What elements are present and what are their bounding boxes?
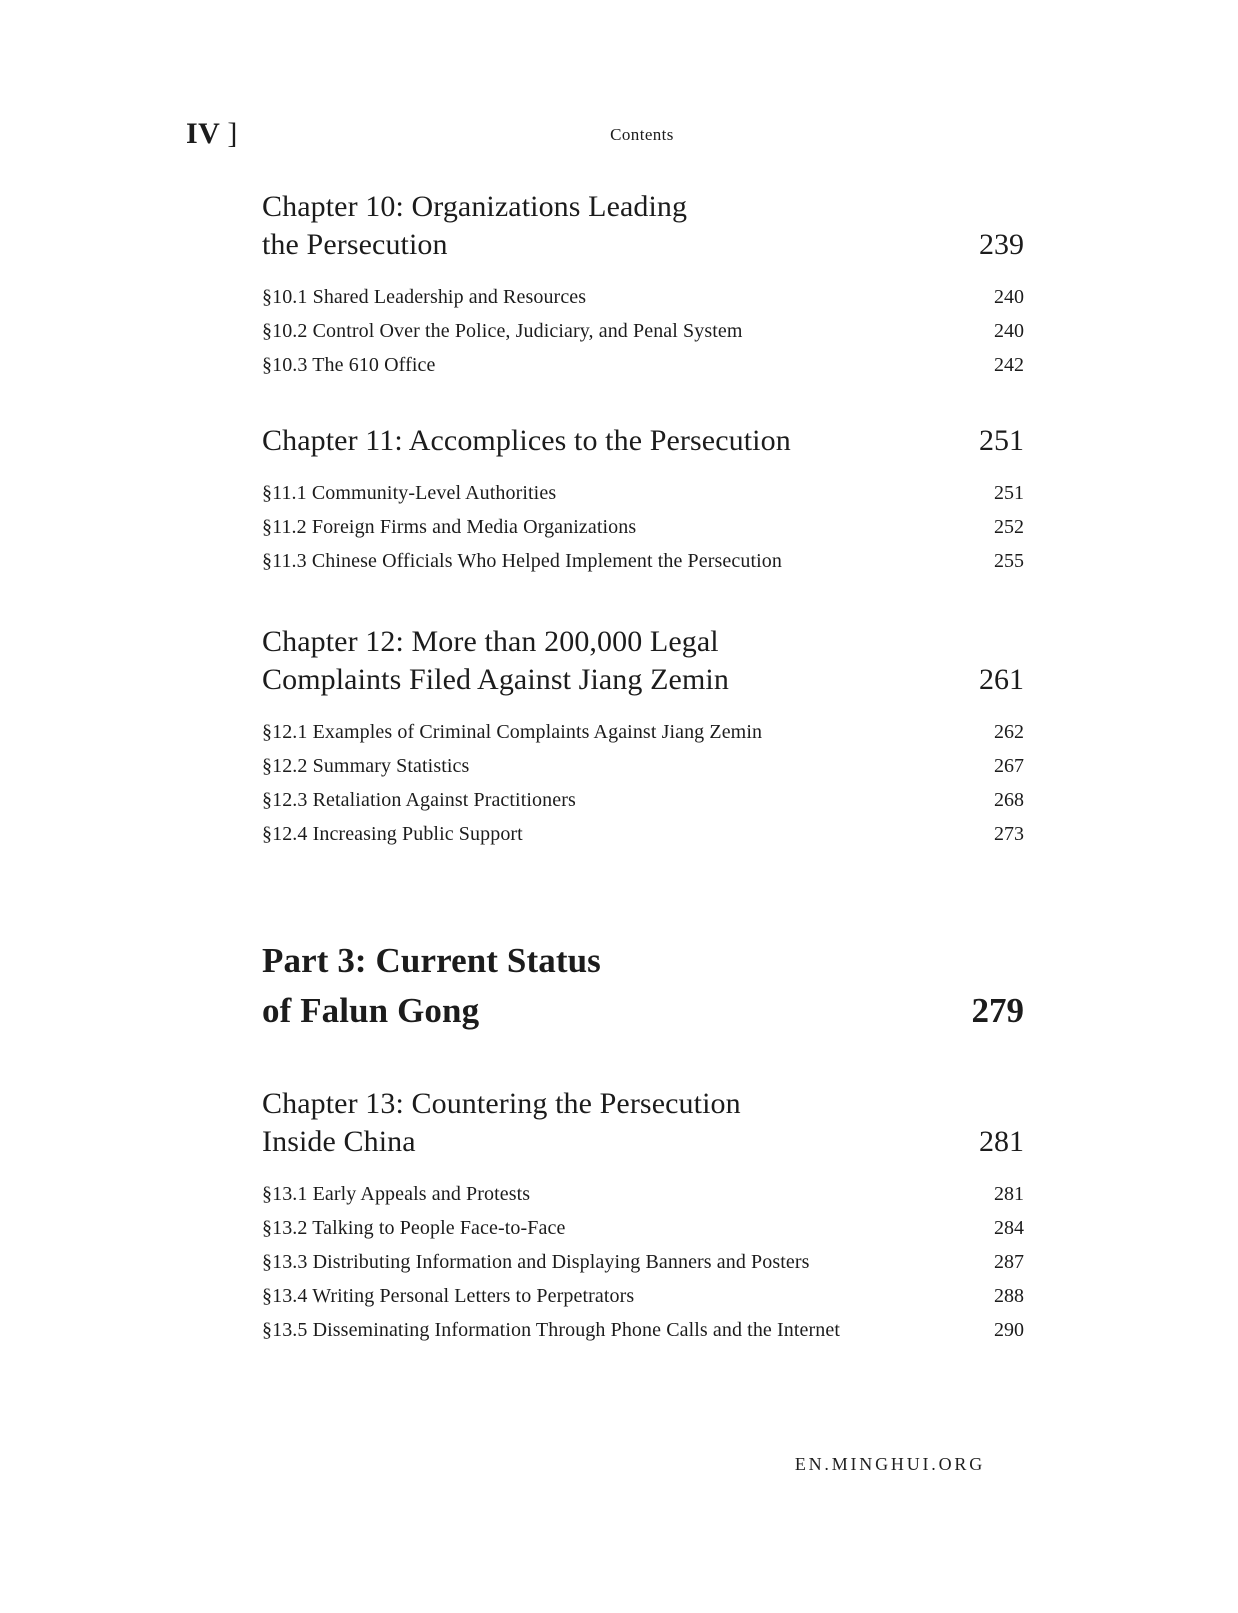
chapter-title [262,623,729,699]
toc-block-part-3 [262,936,1024,1036]
chapter-title-line: Chapter 13: Countering the Persecution [262,1087,741,1120]
part-title-line: Part 3: Current Status [262,941,601,980]
toc-entry-page-number: 255 [994,550,1024,572]
toc-entry-label: §11.1 Community-Level Authorities [262,482,557,504]
toc-entry-label: §13.4 Writing Personal Letters to Perpetrators [262,1285,635,1307]
toc-entry [262,715,1024,749]
toc-entry-label: §10.3 The 610 Office [262,354,436,376]
toc-entry-label: §11.3 Chinese Officials Who Helped Implement the Persecution [262,550,782,572]
toc-entry-label: §11.2 Foreign Firms and Media Organizations [262,516,637,538]
toc-entry-page-number: 287 [994,1251,1024,1273]
toc-entry-label: §10.2 Control Over the Police, Judiciary, and Penal System [262,320,743,342]
section-list [262,1177,1024,1347]
toc-entry [262,280,1024,314]
toc-entry-label: §12.1 Examples of Criminal Complaints Against Jiang Zemin [262,721,763,743]
chapter-title-line: Chapter 10: Organizations Leading [262,190,688,223]
chapter-page-number: 251 [979,424,1024,457]
toc-entry-page-number: 251 [994,482,1024,504]
toc-entry [262,1211,1024,1245]
chapter-title-line: the Persecution [262,228,448,261]
chapter-title [262,422,791,460]
section-list [262,476,1024,578]
chapter-heading [262,422,1024,460]
folio-page-marker [186,116,238,152]
part-title-line: of Falun Gong [262,991,480,1030]
folio-bracket: ] [227,117,238,150]
toc-entry [262,1245,1024,1279]
chapter-title-line: Complaints Filed Against Jiang Zemin [262,663,729,696]
chapter-page-number: 239 [979,228,1024,261]
toc-entry-label: §13.3 Distributing Information and Displaying Banners and Posters [262,1251,810,1273]
section-list [262,280,1024,382]
chapter-title-line: Chapter 11: Accomplices to the Persecution [262,424,791,457]
footer-website-url: EN.MINGHUI.ORG [794,1454,985,1474]
part-title [262,936,601,1036]
toc-entry-page-number: 288 [994,1285,1024,1307]
chapter-title-line: Chapter 12: More than 200,000 Legal [262,625,719,658]
toc-entry-page-number: 240 [994,320,1024,342]
toc-entry-page-number: 267 [994,755,1024,777]
toc-entry-label: §12.4 Increasing Public Support [262,823,523,845]
toc-entry-label: §12.3 Retaliation Against Practitioners [262,789,576,811]
chapter-page-number: 261 [979,663,1024,696]
toc-entry [262,817,1024,851]
chapter-title [262,1085,741,1161]
toc-block-chapter-10 [262,188,1024,382]
toc-entry-page-number: 240 [994,286,1024,308]
chapter-page-number: 281 [979,1125,1024,1158]
part-heading [262,936,1024,1036]
toc-block-chapter-11 [262,422,1024,578]
toc-entry [262,314,1024,348]
toc-entry-label: §12.2 Summary Statistics [262,755,470,777]
chapter-heading [262,1085,1024,1161]
toc-entry [262,1313,1024,1347]
folio-roman-numeral: IV [186,117,221,150]
toc-block-chapter-12 [262,623,1024,851]
toc-entry [262,749,1024,783]
toc-entry-label: §13.5 Disseminating Information Through Phone Calls and the Internet [262,1319,841,1341]
toc-entry [262,1177,1024,1211]
toc-entry [262,348,1024,382]
running-head-title: Contents [610,125,674,144]
chapter-title [262,188,687,264]
toc-entry-label: §13.2 Talking to People Face-to-Face [262,1217,566,1239]
toc-block-chapter-13 [262,1085,1024,1347]
part-page-number: 279 [971,991,1024,1030]
toc-entry [262,783,1024,817]
toc-entry-label: §13.1 Early Appeals and Protests [262,1183,531,1205]
chapter-heading [262,188,1024,264]
toc-entry [262,510,1024,544]
toc-entry [262,1279,1024,1313]
toc-entry-page-number: 268 [994,789,1024,811]
toc-entry-page-number: 262 [994,721,1024,743]
toc-entry-page-number: 290 [994,1319,1024,1341]
toc-entry-page-number: 242 [994,354,1024,376]
toc-entry-page-number: 273 [994,823,1024,845]
toc-entry-page-number: 252 [994,516,1024,538]
toc-entry-page-number: 284 [994,1217,1024,1239]
chapter-title-line: Inside China [262,1125,416,1158]
toc-entry-label: §10.1 Shared Leadership and Resources [262,286,587,308]
toc-entry [262,544,1024,578]
section-list [262,715,1024,851]
toc-entry-page-number: 281 [994,1183,1024,1205]
toc-entry [262,476,1024,510]
chapter-heading [262,623,1024,699]
